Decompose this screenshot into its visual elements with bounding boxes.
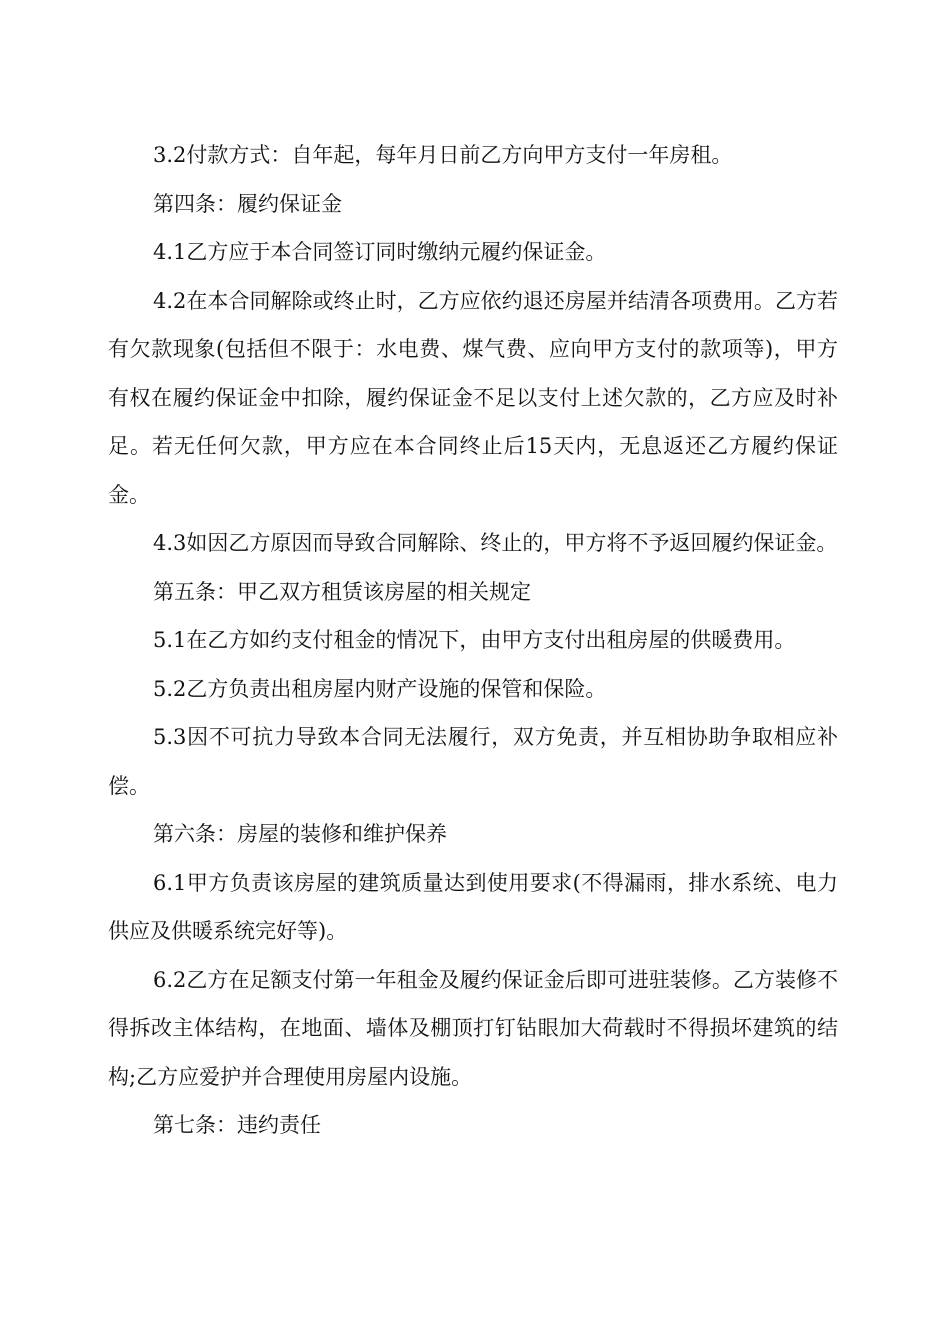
- article-5-heading: 第五条：甲乙双方租赁该房屋的相关规定: [153, 579, 531, 604]
- clause-6-1: 6.1甲方负责该房屋的建筑质量达到使用要求(不得漏雨，排水系统、电力供应及供暖系统完好等)。: [108, 870, 838, 943]
- clause-4-2: 4.2在本合同解除或终止时，乙方应依约退还房屋并结清各项费用。乙方若有欠款现象(包括但不限于：水电费、煤气费、应向甲方支付的款项等)，甲方有权在履约保证金中扣除，履约保证金不足以支付上述欠款的，乙方应及时补足。若无任何欠款，甲方应在本合同终止后15天内，无息返还乙方履约保证金。: [108, 288, 838, 507]
- clause-4-1: 4.1乙方应于本合同签订同时缴纳元履约保证金。: [153, 240, 607, 264]
- article-6-heading: 第六条：房屋的装修和维护保养: [153, 822, 447, 846]
- clause-3-2: 3.2付款方式：自年起，每年月日前乙方向甲方支付一年房租。: [153, 143, 733, 167]
- article-4-heading: 第四条：履约保证金: [153, 191, 342, 216]
- document-body: [108, 131, 838, 1150]
- clause-5-1: 5.1在乙方如约支付租金的情况下，由甲方支付出租房屋的供暖费用。: [153, 628, 796, 652]
- clause-5-3: 5.3因不可抗力导致本合同无法履行，双方免责，并互相协助争取相应补偿。: [108, 725, 838, 798]
- clause-4-3: 4.3如因乙方原因而导致合同解除、终止的，甲方将不予返回履约保证金。: [153, 531, 838, 555]
- clause-5-2: 5.2乙方负责出租房屋内财产设施的保管和保险。: [153, 676, 607, 701]
- article-7-heading: 第七条：违约责任: [153, 1113, 321, 1137]
- clause-6-2: 6.2乙方在足额支付第一年租金及履约保证金后即可进驻装修。乙方装修不得拆改主体结构，在地面、墙体及棚顶打钉钻眼加大荷载时不得损坏建筑的结构;乙方应爱护并合理使用房屋内设施。: [108, 967, 838, 1089]
